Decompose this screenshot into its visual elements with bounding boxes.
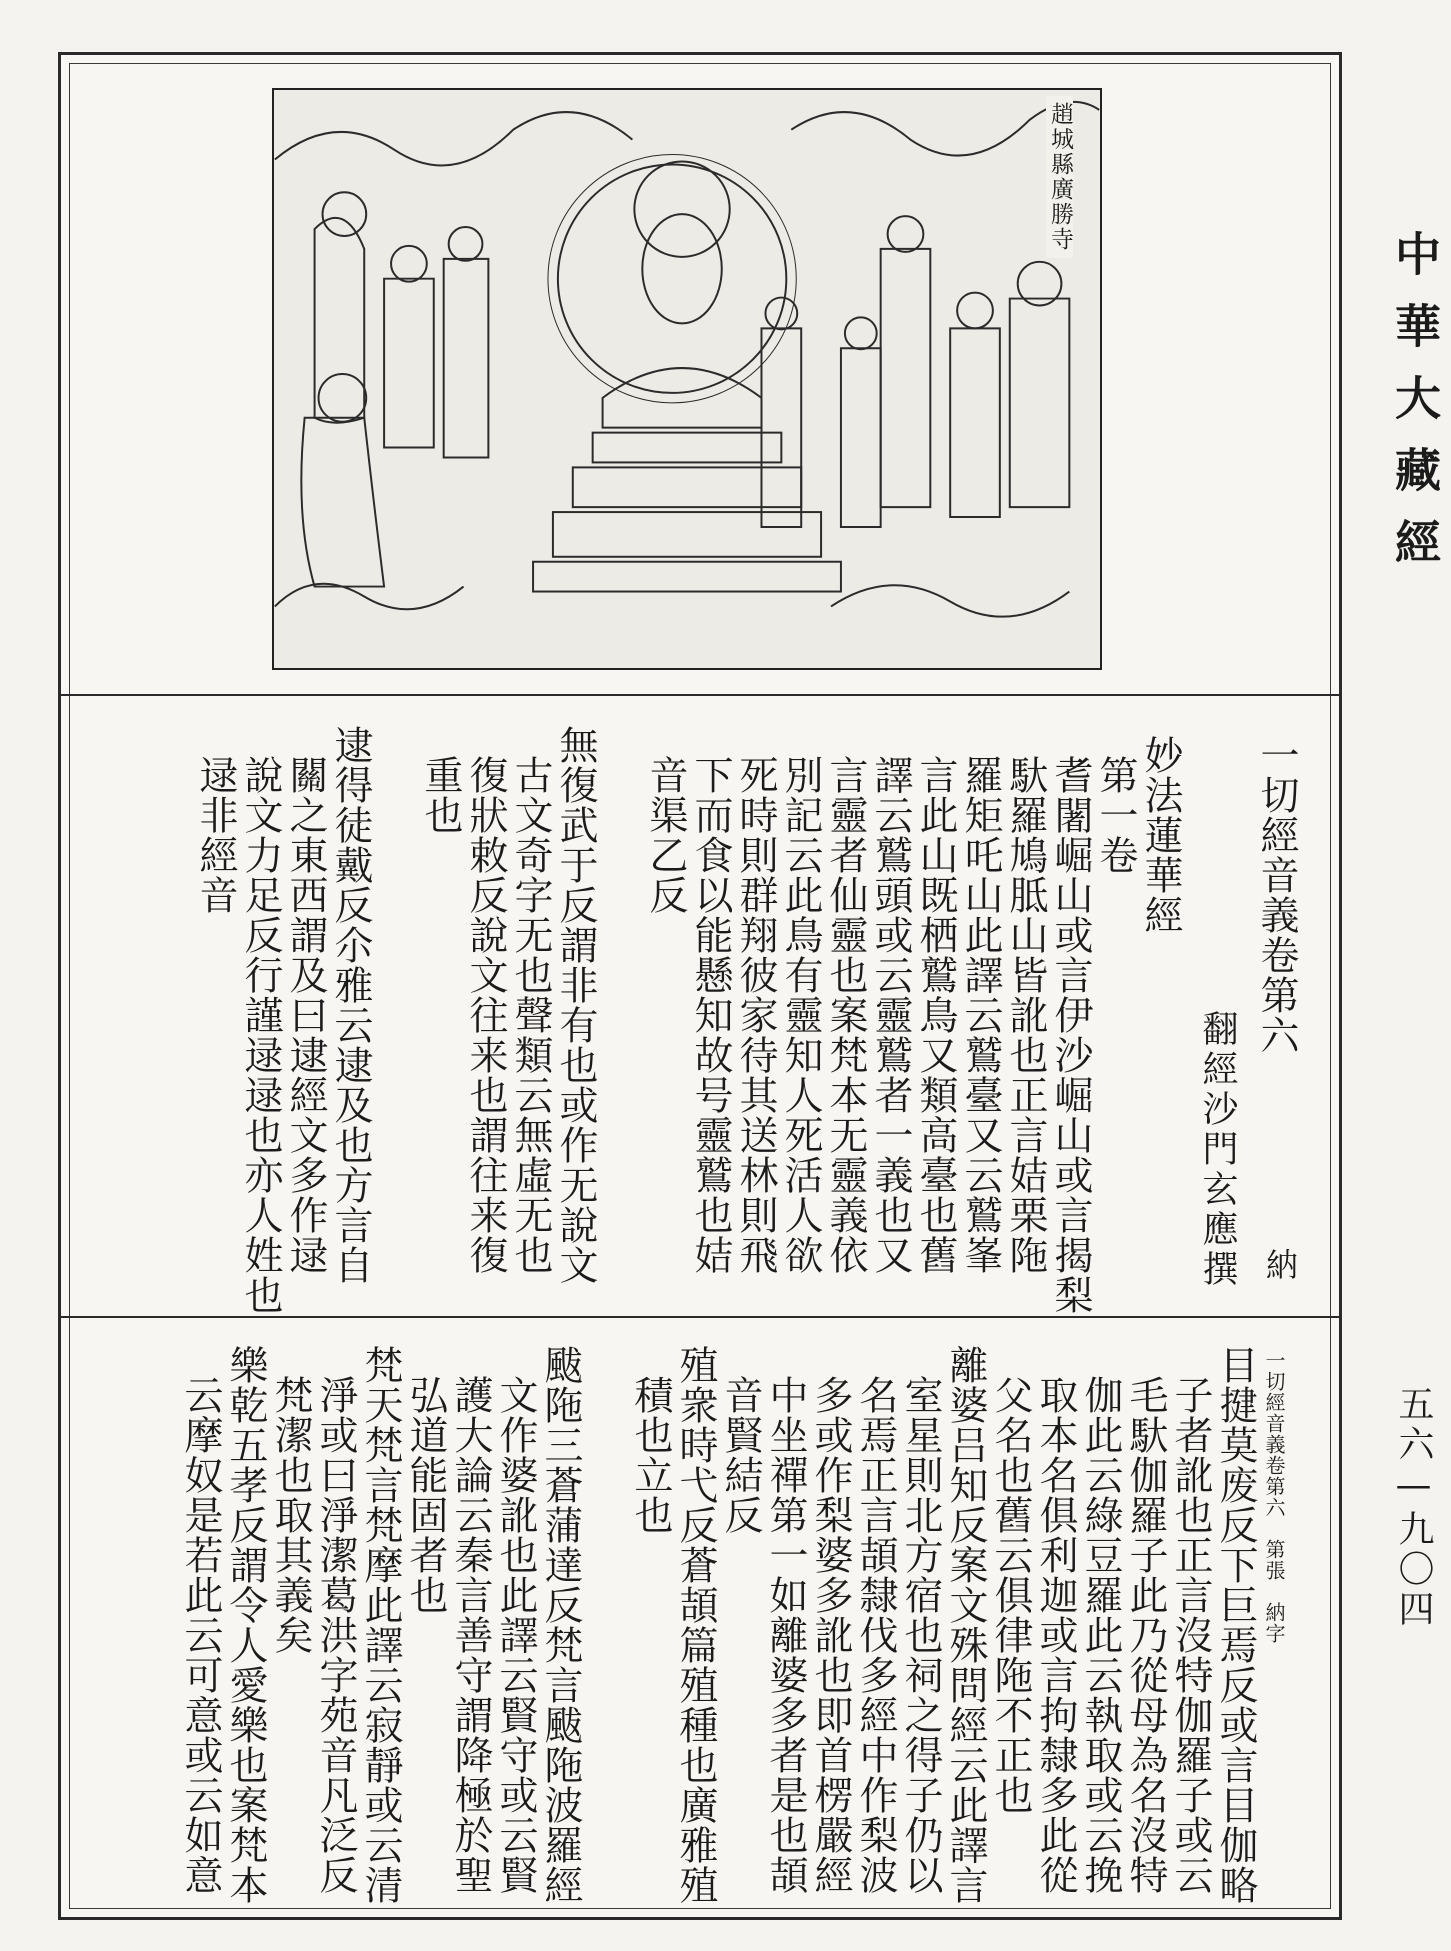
section1-col-10: 下而食以能懸知故号靈鷲也姞 bbox=[688, 755, 733, 1275]
section1-title: 一切經音義卷第六 bbox=[1254, 735, 1299, 1055]
section1-col-19: 逯非經音 bbox=[193, 755, 238, 915]
section2-col-2: 毛馱伽羅子此乃從母為名沒特 bbox=[1123, 1375, 1168, 1895]
section1-col-12: 無復武于反謂非有也或作无說文 bbox=[553, 725, 598, 1285]
section2-col-17: 弘道能固者也 bbox=[403, 1375, 448, 1615]
page-number: 五六—九〇四 bbox=[1393, 1385, 1434, 1630]
section1-col-2: 耆闍崛山或言伊沙崛山或言揭梨 bbox=[1048, 755, 1093, 1315]
section2-col-19: 淨或曰淨潔葛洪字苑音凡泛反 bbox=[313, 1375, 358, 1895]
section1-col-17: 關之東西謂及曰逮經文多作逯 bbox=[283, 755, 328, 1275]
section2-col-21: 樂乾五孝反謂令人愛樂也案梵本 bbox=[223, 1345, 268, 1905]
side-title: 中華大藏經 bbox=[1388, 230, 1442, 590]
section1-col-9: 死時則群翔彼家待其送林則飛 bbox=[733, 755, 778, 1275]
section2-col-6: 離婆吕知反案文殊問經云此譯言 bbox=[943, 1345, 988, 1905]
section2-col-13: 積也立也 bbox=[628, 1375, 673, 1535]
section2-col-12: 殖衆時弋反蒼頡篇殖種也廣雅殖 bbox=[673, 1345, 718, 1905]
section2-col-5: 父名也舊云俱律陁不正也 bbox=[988, 1375, 1033, 1815]
section2-col-10: 中坐禪第一如離婆多者是也頡 bbox=[763, 1375, 808, 1895]
section1-col-13: 古文奇字无也聲類云無虛无也 bbox=[508, 755, 553, 1275]
section2-header-note: 一切經音義卷第六 第張 納字 bbox=[1262, 1350, 1286, 1644]
section1-col-7: 言靈者仙靈也案梵本无靈義依 bbox=[823, 755, 868, 1275]
section2-col-9: 多或作梨婆多訛也即首楞嚴經 bbox=[808, 1375, 853, 1895]
section2-col-15: 文作婆訛也此譯云賢守或云賢 bbox=[493, 1375, 538, 1895]
section1-tag: 納 bbox=[1266, 1246, 1299, 1284]
woodblock-illustration bbox=[272, 88, 1102, 670]
section2-col-16: 護大論云秦言善守謂降極於聖 bbox=[448, 1375, 493, 1895]
section2-col-14: 颰陁三蒼蒲達反梵言颰陁波羅經 bbox=[538, 1345, 583, 1905]
section2-col-1: 子者訛也正言沒特伽羅子或云 bbox=[1168, 1375, 1213, 1895]
section2-col-0: 目揵莫废反下巨焉反或言目伽略 bbox=[1213, 1345, 1258, 1905]
section2-col-22: 云摩奴是若此云可意或云如意 bbox=[178, 1375, 223, 1895]
section1-col-1: 第一卷 bbox=[1093, 755, 1138, 875]
section1-col-4: 羅矩吒山此譯云鷲臺又云鷲峯 bbox=[958, 755, 1003, 1275]
section2-col-4: 取本名俱利迦或言拘隸多此從 bbox=[1033, 1375, 1078, 1895]
section2-col-3: 伽此云綠豆羅此云執取或云挽 bbox=[1078, 1375, 1123, 1895]
illustration-art bbox=[274, 90, 1100, 668]
section1-col-14: 復狀敕反說文往来也謂往来復 bbox=[463, 755, 508, 1275]
section1-col-16: 逮得徒戴反尒雅云逮及也方言自 bbox=[328, 725, 373, 1285]
section1-col-11: 音渠乙反 bbox=[643, 755, 688, 915]
section1-author: 翻經沙門玄應撰 bbox=[1197, 1010, 1238, 1290]
section1-col-8: 別記云此鳥有靈知人死活人欲 bbox=[778, 755, 823, 1275]
section2-col-20: 梵潔也取其義矣 bbox=[268, 1375, 313, 1655]
section2-col-11: 音賢結反 bbox=[718, 1375, 763, 1535]
section1-col-5: 言此山既栖鷲鳥又類高臺也舊 bbox=[913, 755, 958, 1275]
section-divider-bottom bbox=[58, 1316, 1342, 1318]
section2-col-8: 名焉正言頡隸伐多經中作梨波 bbox=[853, 1375, 898, 1895]
section2-col-7: 室星則北方宿也祠之得子仍以 bbox=[898, 1375, 943, 1895]
section1-col-6: 譯云鷲頭或云靈鷲者一義也又 bbox=[868, 755, 913, 1275]
section-divider-top bbox=[58, 694, 1342, 696]
section1-col-3: 馱羅鳩胝山皆訛也正言姞栗陁 bbox=[1003, 755, 1048, 1275]
section1-col-15: 重也 bbox=[418, 755, 463, 835]
section2-col-18: 梵天梵言梵摩此譯云寂靜或云清 bbox=[358, 1345, 403, 1905]
illustration-cartouche: 趙城縣廣勝寺 bbox=[1046, 96, 1073, 258]
section1-col-0: 妙法蓮華經 bbox=[1138, 735, 1183, 935]
section1-col-18: 說文力足反行謹逯逯也亦人姓也 bbox=[238, 755, 283, 1315]
